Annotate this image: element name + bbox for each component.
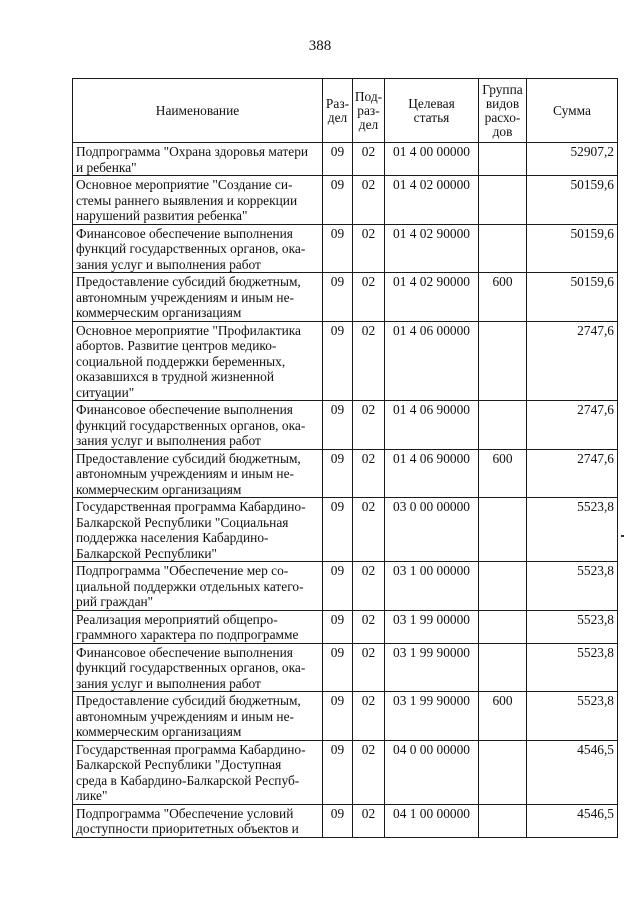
cell-expense-group: 600: [479, 449, 527, 498]
cell-section: 09: [323, 692, 353, 741]
cell-amount: 5523,8: [527, 692, 618, 741]
table-row: [73, 273, 618, 322]
cell-amount: 2747,6: [527, 401, 618, 450]
cell-expense-group: [479, 610, 527, 643]
cell-amount: 4546,5: [527, 804, 618, 837]
cell-section: 09: [323, 449, 353, 498]
cell-section: 09: [323, 224, 353, 273]
cell-target-article: 04 1 00 00000: [385, 804, 479, 837]
cell-target-article: 03 0 00 00000: [385, 498, 479, 562]
cell-subsection: 02: [353, 401, 385, 450]
cell-expense-group: 600: [479, 692, 527, 741]
cell-amount: 4546,5: [527, 740, 618, 804]
page-number: 388: [308, 38, 332, 54]
cell-amount: 5523,8: [527, 562, 618, 611]
cell-section: 09: [323, 610, 353, 643]
table-row: [73, 143, 618, 176]
table-row: [73, 449, 618, 498]
cell-name: Финансовое обеспечение выполнения функций государственных органов, ока- зания услуг и выполнения работ: [73, 401, 323, 450]
header-section: Раз- дел: [323, 79, 353, 143]
cell-target-article: 03 1 99 00000: [385, 610, 479, 643]
cell-expense-group: [479, 321, 527, 401]
table-row: [73, 740, 618, 804]
cell-expense-group: [479, 143, 527, 176]
scan-mark: [621, 535, 624, 537]
cell-amount: 50159,6: [527, 224, 618, 273]
table-row: [73, 562, 618, 611]
cell-name: Основное мероприятие "Создание си- стемы раннего выявления и коррекции нарушений развития ребенка": [73, 176, 323, 225]
cell-amount: 5523,8: [527, 498, 618, 562]
cell-section: 09: [323, 401, 353, 450]
cell-amount: 2747,6: [527, 321, 618, 401]
table-row: [73, 498, 618, 562]
cell-section: 09: [323, 740, 353, 804]
table-row: [73, 176, 618, 225]
cell-target-article: 01 4 02 90000: [385, 224, 479, 273]
cell-subsection: 02: [353, 643, 385, 692]
header-name: Наименование: [73, 79, 323, 143]
cell-expense-group: [479, 740, 527, 804]
cell-subsection: 02: [353, 498, 385, 562]
cell-subsection: 02: [353, 449, 385, 498]
cell-target-article: 04 0 00 00000: [385, 740, 479, 804]
cell-target-article: 01 4 00 00000: [385, 143, 479, 176]
cell-section: 09: [323, 273, 353, 322]
cell-expense-group: 600: [479, 273, 527, 322]
table-row: [73, 321, 618, 401]
table-row: [73, 692, 618, 741]
cell-name: Государственная программа Кабардино- Балкарской Республики "Доступная среда в Кабардино-Балкарской Респуб- лике": [73, 740, 323, 804]
cell-expense-group: [479, 643, 527, 692]
cell-subsection: 02: [353, 562, 385, 611]
cell-subsection: 02: [353, 692, 385, 741]
cell-target-article: 01 4 06 90000: [385, 401, 479, 450]
table-row: [73, 610, 618, 643]
table-row: [73, 643, 618, 692]
cell-name: Государственная программа Кабардино- Балкарской Республики "Социальная поддержка населения Кабардино- Балкарской Республики": [73, 498, 323, 562]
cell-section: 09: [323, 143, 353, 176]
cell-target-article: 01 4 02 90000: [385, 273, 479, 322]
cell-target-article: 03 1 00 00000: [385, 562, 479, 611]
cell-name: Предоставление субсидий бюджетным, автономным учреждениям и иным не- коммерческим организациям: [73, 273, 323, 322]
cell-subsection: 02: [353, 176, 385, 225]
header-target-article: Целевая статья: [385, 79, 479, 143]
cell-section: 09: [323, 498, 353, 562]
cell-section: 09: [323, 643, 353, 692]
cell-expense-group: [479, 804, 527, 837]
cell-subsection: 02: [353, 224, 385, 273]
table-row: [73, 401, 618, 450]
cell-expense-group: [479, 176, 527, 225]
cell-amount: 50159,6: [527, 273, 618, 322]
cell-section: 09: [323, 176, 353, 225]
cell-name: Предоставление субсидий бюджетным, автономным учреждениям и иным не- коммерческим организациям: [73, 449, 323, 498]
budget-table: [72, 78, 618, 838]
table-body: [73, 143, 618, 838]
cell-expense-group: [479, 498, 527, 562]
cell-expense-group: [479, 562, 527, 611]
table-header-row: [73, 79, 618, 143]
cell-section: 09: [323, 562, 353, 611]
cell-name: Реализация мероприятий общепро- граммного характера по подпрограмме: [73, 610, 323, 643]
cell-amount: 5523,8: [527, 610, 618, 643]
cell-target-article: 03 1 99 90000: [385, 643, 479, 692]
cell-target-article: 01 4 06 00000: [385, 321, 479, 401]
cell-target-article: 01 4 02 00000: [385, 176, 479, 225]
cell-subsection: 02: [353, 610, 385, 643]
cell-subsection: 02: [353, 740, 385, 804]
header-subsection: Под- раз- дел: [353, 79, 385, 143]
cell-name: Предоставление субсидий бюджетным, автономным учреждениям и иным не- коммерческим организациям: [73, 692, 323, 741]
cell-target-article: 01 4 06 90000: [385, 449, 479, 498]
cell-section: 09: [323, 804, 353, 837]
cell-subsection: 02: [353, 273, 385, 322]
cell-name: Подпрограмма "Обеспечение условий доступности приоритетных объектов и: [73, 804, 323, 837]
table-row: [73, 224, 618, 273]
header-expense-group: Группа видов расхо- дов: [479, 79, 527, 143]
cell-amount: 5523,8: [527, 643, 618, 692]
cell-amount: 50159,6: [527, 176, 618, 225]
cell-name: Подпрограмма "Обеспечение мер со- циальной поддержки отдельных катего- рий граждан": [73, 562, 323, 611]
cell-subsection: 02: [353, 143, 385, 176]
cell-amount: 52907,2: [527, 143, 618, 176]
table-row: [73, 804, 618, 837]
cell-expense-group: [479, 224, 527, 273]
cell-name: Финансовое обеспечение выполнения функций государственных органов, ока- зания услуг и выполнения работ: [73, 224, 323, 273]
cell-subsection: 02: [353, 321, 385, 401]
cell-name: Финансовое обеспечение выполнения функций государственных органов, ока- зания услуг и выполнения работ: [73, 643, 323, 692]
cell-amount: 2747,6: [527, 449, 618, 498]
cell-target-article: 03 1 99 90000: [385, 692, 479, 741]
cell-name: Основное мероприятие "Профилактика абортов. Развитие центров медико- социальной поддержки беременных, оказавшихся в трудной жизненной ситуации": [73, 321, 323, 401]
header-amount: Сумма: [527, 79, 618, 143]
cell-subsection: 02: [353, 804, 385, 837]
cell-name: Подпрограмма "Охрана здоровья матери и ребенка": [73, 143, 323, 176]
cell-expense-group: [479, 401, 527, 450]
cell-section: 09: [323, 321, 353, 401]
